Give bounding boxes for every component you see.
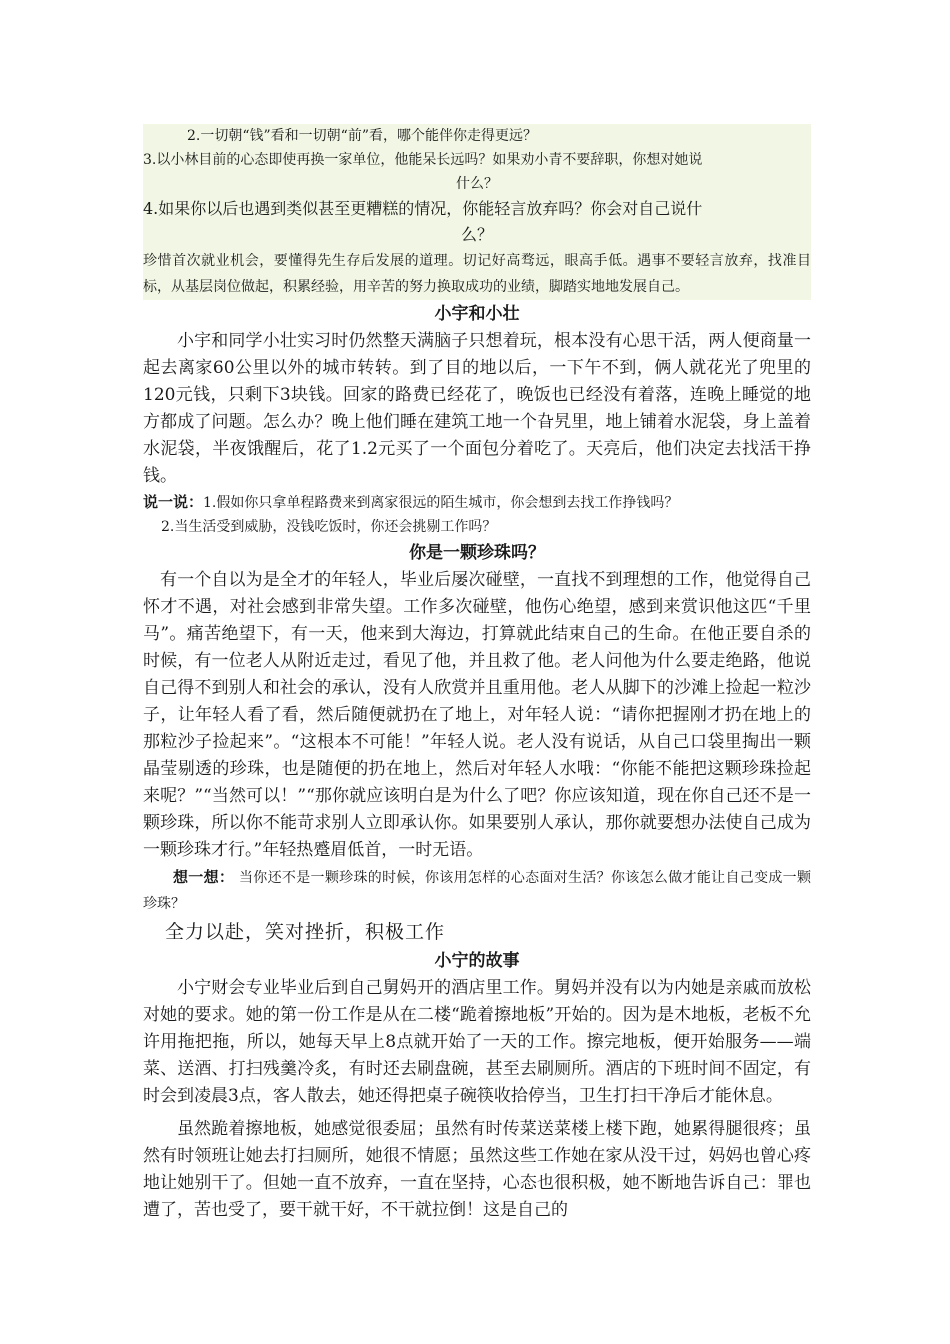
story-title-xiaoyu: 小宇和小壮 (434, 304, 520, 324)
story-body-xiaoning-para-2: 虽然跪着擦地板，她感觉很委屈；虽然有时传菜送菜楼上楼下跑，她累得腿很疼；虽然有时领班让她去打扫厕所，她很不情愿；虽然这些工作她在家从没干过，妈妈也曾心疼地让她别干了。但她一直不放弃，一直在坚持，心态也很积极，她不断地告诉自己：罪也遭了，苦也受了，要干就干好，不干就拉倒！这是自己的 (143, 1119, 811, 1220)
summary-paragraph: 珍惜首次就业机会，要懂得先生存后发展的道理。切记好高骛远，眼高手低。遇事不要轻言放弃，找准目标，从基层岗位做起，积累经验，用辛苦的努力换取成功的业绩，脚踏实地地发展自己。 (143, 253, 811, 295)
story-body-pearl: 有一个自以为是全才的年轻人，毕业后屡次碰壁，一直找不到理想的工作，他觉得自己怀才不遇，对社会感到非常失望。工作多次碰壁，他伤心绝望，感到来赏识他这匹“千里马”。痛苦绝望下，有一天，他来到大海边，打算就此结束自己的生命。在他正要自杀的时候，有一位老人从附近走过，看见了他，并且救了他。老人问他为什么要走绝路，他说自己得不到别人和社会的承认，没有人欣赏并且重用他。老人从脚下的沙滩上捡起一粒沙子，让年轻人看了看，然后随便就扔在了地上，对年轻人说：“请你把握刚才扔在地上的那粒沙子捡起来”。“这根本不可能！”年轻人说。老人没有说话，从自己口袋里掏出一颗晶莹剔透的珍珠，也是随便的扔在地上，然后对年轻人水哦：“你能不能把这颗珍珠捡起来呢？”“当然可以！”“那你就应该明白是为什么了吧？你应该知道，现在你自己还不是一颗珍珠，所以你不能苛求别人立即承认你。如果要别人承认，那你就要想办法使自己成为一颗珍珠才行。”年轻热蹙眉低首，一时无语。 (143, 570, 811, 860)
say-label: 说一说： (143, 493, 204, 511)
question-2: 2.一切朝“钱”看和一切朝“前”看，哪个能伴你走得更远？ (187, 128, 537, 144)
story-body-xiaoning-para-1: 小宁财会专业毕业后到自己舅妈开的酒店里工作。舅妈并没有以为内她是亲戚而放松对她的要求。她的第一份工作是从在二楼“跪着擦地板”开始的。因为是木地板，老板不允许用拖把拖，所以，她每天早上8点就开始了一天的工作。擦完地板，便开始服务——端菜、送酒、打扫残羹冷炙，有时还去刷盘碗，甚至去刷厕所。酒店的下班时间不固定，有时会到凌晨3点，客人散去，她还得把桌子碗筷收拾停当，卫生打扫干净后才能休息。 (143, 978, 811, 1106)
story-body-xiaoyu: 小宇和同学小壮实习时仍然整天满脑子只想着玩，根本没有心思干活，两人便商量一起去离家60公里以外的城市转转。到了目的地以后，一下午不到，俩人就花光了兜里的120元钱，只剩下3块钱。回家的路费已经花了，晚饭也已经没有着落，连晚上睡觉的地方都成了问题。怎么办？晚上他们睡在建筑工地一个旮旯里，地上铺着水泥袋，身上盖着水泥袋，半夜饿醒后，花了1.2元买了一个面包分着吃了。天亮后，他们决定去找活干挣钱。 (143, 331, 811, 486)
story-title-xiaoning: 小宁的故事 (434, 951, 520, 971)
section-heading: 全力以赴，笑对挫折，积极工作 (165, 921, 446, 943)
question-4-line-1: 4.如果你以后也遇到类似甚至更糟糕的情况，你能轻言放弃吗？你会对自己说什 (143, 199, 703, 218)
question-4-line-2: 么？ (460, 225, 493, 244)
think-label: 想一想： (173, 868, 235, 886)
discussion-questions-block (143, 124, 811, 300)
document-page (143, 124, 811, 1224)
say-question-1 (143, 490, 811, 515)
story-title-pearl: 你是一颗珍珠吗？ (409, 543, 545, 563)
question-3-line-2: 什么？ (456, 176, 498, 192)
think-question-text: 当你还不是一颗珍珠的时候，你该用怎样的心态面对生活？你该怎么做才能让自己变成一颗珍珠？ (143, 870, 811, 912)
question-3-line-1: 3.以小林目前的心态即使再换一家单位，他能呆长远吗？如果劝小青不要辞职，你想对她说 (143, 152, 703, 168)
say-question-2: 2.当生活受到威胁，没钱吃饭时，你还会挑剔工作吗？ (161, 519, 497, 535)
say-question-1-text: 1.假如你只拿单程路费来到离家很远的陌生城市，你会想到去找工作挣钱吗？ (203, 495, 679, 511)
think-question (143, 864, 811, 917)
